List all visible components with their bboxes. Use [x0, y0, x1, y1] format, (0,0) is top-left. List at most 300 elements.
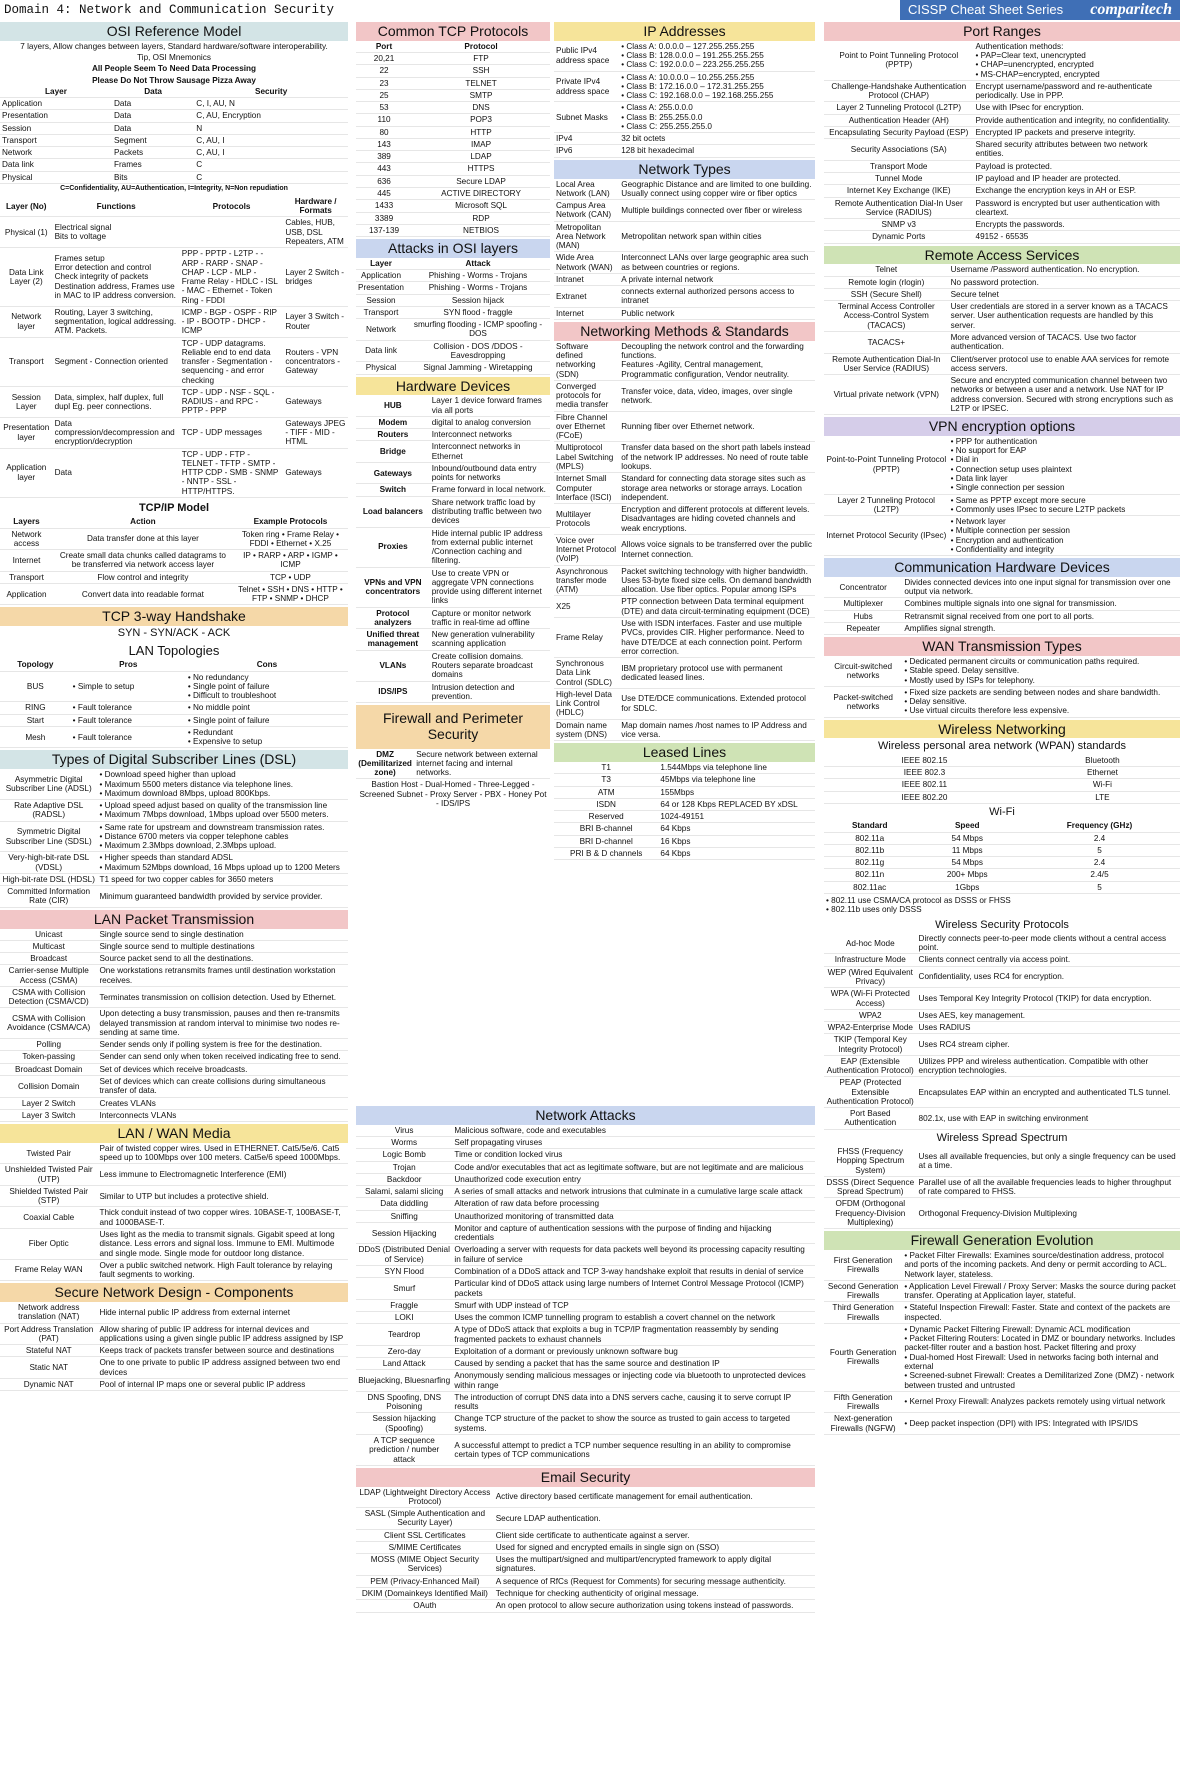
dsl-section	[0, 750, 348, 907]
cell-value: • Upload speed adjust based on quality of the transmission line • Maximum 7Mbps download, 1Mbps upload over 5500 meters.	[97, 800, 348, 822]
table-row	[0, 1357, 348, 1379]
ip-title: IP Addresses	[554, 22, 815, 41]
row-label: TACACS+	[824, 332, 949, 354]
table-row	[0, 1259, 348, 1281]
row-label: Metropolitan Area Network (MAN)	[554, 221, 619, 252]
row-label: Ad-hoc Mode	[824, 933, 917, 954]
cell-value: Segment - Connection oriented	[53, 337, 180, 386]
row-label: Sniffing	[356, 1210, 452, 1222]
cell-value: 802.1x, use with EAP in switching environment	[917, 1108, 1180, 1130]
column-header: Layers	[0, 516, 53, 528]
row-label: 1433	[356, 200, 412, 212]
table-row	[824, 686, 1180, 717]
table-row	[356, 681, 550, 703]
cell-value: Exchange the encryption keys in AH or ESP.	[974, 185, 1180, 197]
row-label: Presentation	[358, 283, 404, 293]
firewall-list: Bastion Host - Dual-Homed - Three-Legged - Screened Subnet - Proxy Server - PBX - Honey Pot - IDS/IPS	[359, 780, 547, 808]
column-header: Example Protocols	[233, 516, 348, 528]
cell-value: A successful attempt to predict a TCP number sequence resulting in an ability to compromise certain types of TCP communications	[452, 1434, 815, 1465]
remote-access-title: Remote Access Services	[824, 246, 1180, 265]
row-label: Polling	[0, 1039, 97, 1051]
table-row	[824, 881, 1180, 893]
row-label: T1	[554, 762, 658, 774]
cell-value: • Fault tolerance	[71, 714, 186, 726]
table-row	[824, 1022, 1180, 1034]
table-row	[0, 852, 348, 874]
cell-value: Payload is protected.	[974, 160, 1180, 172]
lan-topologies-section	[0, 643, 348, 749]
row-label: Land Attack	[356, 1358, 452, 1370]
table-row	[554, 273, 815, 285]
row-label: ISDN	[554, 798, 658, 810]
cell-value: Public network	[619, 307, 815, 319]
cell-value: • PPP for authentication • No support for EAP • Dial in • Connection setup uses plaintext • Data link layer • Single connection per session	[949, 436, 1180, 494]
cell-value: A private internal network	[619, 273, 815, 285]
row-label: SASL (Simple Authentication and Security Layer)	[356, 1508, 494, 1530]
row-label: Proxies	[356, 527, 430, 567]
cell-value: 1Gbps	[915, 881, 1019, 893]
cell-value: 200+ Mbps	[915, 869, 1019, 881]
row-label: VLANs	[356, 650, 430, 681]
table-row	[554, 133, 815, 145]
cell-value: C, I, AU, N	[194, 98, 348, 110]
row-label: DKIM (Domainkeys Identified Mail)	[356, 1587, 494, 1599]
table-row	[356, 1161, 815, 1173]
secure-design-table	[0, 1302, 348, 1391]
cell-value: Utilizes PPP and wireless authentication. Compatible with other encryption technologies.	[917, 1055, 1180, 1077]
row-label: Data diddling	[356, 1198, 452, 1210]
osi-attacks-section	[356, 239, 550, 374]
cell-value: An open protocol to allow secure authorization using tokens instead of passwords.	[494, 1600, 815, 1612]
table-row	[824, 966, 1180, 988]
cell-value: NETBIOS	[412, 224, 550, 236]
row-label: X25	[554, 596, 619, 618]
column-header: Data	[112, 86, 194, 98]
row-label: Session hijacking (Spoofing)	[356, 1413, 452, 1435]
cell-value: Username /Password authentication. No encryption.	[949, 264, 1180, 276]
cell-value: FTP	[412, 53, 550, 65]
cell-value: Exploitation of a dormant or previously unknown software bug	[452, 1345, 815, 1357]
column-header: Port	[356, 41, 412, 53]
cell-value: TELNET	[412, 77, 550, 89]
cell-value: Create collision domains. Routers separate broadcast domains	[430, 650, 550, 681]
row-label: 20,21	[356, 53, 412, 65]
network-types-title: Network Types	[554, 160, 815, 179]
table-row	[0, 122, 348, 134]
table-row	[824, 577, 1180, 598]
row-label: 802.11b	[824, 844, 915, 856]
table-header-row	[0, 196, 348, 217]
table-row	[554, 658, 815, 689]
wpan-table	[824, 755, 1180, 804]
row-label: 22	[356, 65, 412, 77]
cell-value: Uses light as the media to transmit signals. Gigabit speed at long distance. Less errors and signal loss. Immune to EMI. Multimode and single mode. Single mode for outdoor long distance.	[97, 1229, 348, 1260]
table-row	[0, 1229, 348, 1260]
cell-value: Phishing - Worms - Trojans	[406, 270, 550, 282]
cell-value: Interconnect LANs over large geographic area such as between countries or regions.	[619, 252, 815, 274]
row-label: Transport	[0, 134, 112, 146]
cell-value: Thick conduit instead of two copper wires. 10BASE-T, 100BASE-T, and 1000BASE-T.	[97, 1207, 348, 1229]
column-header: Protocol	[412, 41, 550, 53]
cell-value: Smurf with UDP instead of TCP	[452, 1299, 815, 1311]
table-row	[824, 288, 1180, 300]
row-label: WEP (Wired Equivalent Privacy)	[824, 966, 917, 988]
row-label: WPA2	[824, 1009, 917, 1021]
brand-banner	[900, 0, 1180, 20]
cell-value: Technique for checking authenticity of original message.	[494, 1587, 815, 1599]
table-row	[0, 714, 348, 726]
table-row	[0, 1008, 348, 1039]
osi-mnemonic-2: Please Do Not Throw Sausage Pizza Away	[92, 75, 256, 85]
table-row	[0, 1302, 348, 1323]
cell-value: IBM proprietary protocol use with permanent dedicated leased lines.	[619, 658, 815, 689]
row-label: Multicast	[0, 940, 97, 952]
cell-value: • Application Level Firewall / Proxy Server: Masks the source during packet transfer. Operating at Application layer, stateful.	[902, 1280, 1180, 1302]
table-row	[356, 441, 550, 463]
cell-value: Electrical signal Bits to voltage	[53, 217, 180, 248]
table-row	[554, 341, 815, 381]
cell-value: 5	[1019, 844, 1180, 856]
osi-detail-table	[0, 196, 348, 498]
row-label: Start	[0, 714, 71, 726]
cell-value: Interconnect networks	[430, 429, 550, 441]
table-row	[356, 1575, 815, 1587]
row-label: MOSS (MIME Object Security Services)	[356, 1554, 494, 1576]
table-row	[0, 248, 348, 307]
secure-design-title: Secure Network Design - Components	[0, 1283, 348, 1302]
row-label: Stateful NAT	[0, 1345, 97, 1357]
table-header-row	[824, 820, 1180, 832]
table-row	[554, 811, 815, 823]
row-label: Carrier-sense Multiple Access (CSMA)	[0, 965, 97, 987]
cell-value: Set of devices which can create collisions during simultaneous transfer of data.	[97, 1076, 348, 1098]
row-label: IEEE 802.15	[824, 755, 1025, 767]
row-label: SYN Flood	[356, 1266, 452, 1278]
tcp-protocols-table	[356, 41, 550, 237]
row-label: Data Link Layer (2)	[0, 248, 53, 307]
row-label: OFDM (Orthogonal Frequency-Division Multiplexing)	[824, 1198, 917, 1229]
column-4	[824, 22, 1180, 1784]
table-row	[824, 173, 1180, 185]
cell-value: Parallel use of all the available frequencies leads to higher throughput of rate compared to FHSS.	[917, 1176, 1180, 1198]
cell-value: Set of devices which receive broadcasts.	[97, 1063, 348, 1075]
cell-value: Combination of a DDoS attack and TCP 3-way handshake exploit that results in denial of service	[452, 1266, 815, 1278]
row-label: 445	[356, 188, 412, 200]
table-row	[356, 1324, 815, 1346]
email-title: Email Security	[356, 1468, 815, 1487]
table-row	[0, 147, 348, 159]
wireless-title: Wireless Networking	[824, 720, 1180, 739]
network-types-table	[554, 179, 815, 320]
table-row	[554, 719, 815, 741]
row-label: Infrastructure Mode	[824, 954, 917, 966]
table-row	[554, 307, 815, 319]
cell-value: 11 Mbps	[915, 844, 1019, 856]
firewall-gen-title: Firewall Generation Evolution	[824, 1231, 1180, 1250]
cell-value: Creates VLANs	[97, 1097, 348, 1109]
table-row	[554, 786, 815, 798]
table-row	[554, 617, 815, 657]
dsl-table	[0, 769, 348, 907]
cell-value: HTTPS	[412, 163, 550, 175]
row-label: Fourth Generation Firewalls	[824, 1323, 902, 1391]
column-header: Layer	[0, 86, 112, 98]
row-label: Wide Area Network (WAN)	[554, 252, 619, 274]
table-row	[356, 1370, 815, 1392]
table-row	[554, 473, 815, 504]
table-row	[0, 929, 348, 941]
ip-table	[554, 41, 815, 158]
row-label: Multiplexer	[824, 598, 902, 610]
row-label: Subnet Masks	[554, 102, 619, 133]
lan-topologies-title: LAN Topologies	[128, 642, 220, 658]
row-label: Modem	[356, 416, 430, 428]
table-row	[0, 110, 348, 122]
table-row	[824, 114, 1180, 126]
tcpip-table	[0, 516, 348, 605]
row-label: Layer 3 Switch	[0, 1109, 97, 1121]
table-row	[0, 769, 348, 799]
cell-value: Sender sends only if polling system is free for the destination.	[97, 1039, 348, 1051]
row-label: High-bit-rate DSL (HDSL)	[0, 873, 97, 885]
row-label: WPA (Wi-Fi Protected Access)	[824, 988, 917, 1010]
cell-value: Use DTE/DCE communications. Extended protocol for SDLC.	[619, 688, 815, 719]
cell-value: Secure telnet	[949, 288, 1180, 300]
cell-value: Client side certificate to authenticate against a server.	[494, 1529, 815, 1541]
table-row	[356, 188, 550, 200]
cell-value: Collision - DOS /DDOS - Eavesdropping	[406, 340, 550, 362]
firewall-gen-table	[824, 1250, 1180, 1435]
row-label: Transport	[0, 571, 53, 583]
cell-value: Secure LDAP authentication.	[494, 1508, 815, 1530]
hardware-title: Hardware Devices	[356, 377, 550, 396]
row-label: Concentrator	[824, 577, 902, 598]
table-row	[824, 301, 1180, 332]
vpn-table	[824, 436, 1180, 556]
cell-value: digital to analog conversion	[430, 416, 550, 428]
table-row	[356, 340, 550, 362]
cell-value: Packets	[112, 147, 194, 159]
table-row	[824, 610, 1180, 622]
cell-value: Layer 3 Switch - Router	[283, 306, 348, 337]
cell-value: 155Mbps	[658, 786, 815, 798]
table-row	[356, 1137, 815, 1149]
osi-legend: C=Confidentiality, AU=Authentication, I=Integrity, N=Non repudiation	[60, 185, 288, 192]
table-row	[356, 1278, 815, 1300]
table-row	[554, 798, 815, 810]
table-row	[0, 1323, 348, 1345]
cell-value: Encapsulates EAP within an encrypted and authenticated TLS tunnel.	[917, 1077, 1180, 1108]
cell-value: Amplifies signal strength.	[902, 623, 1180, 635]
cell-value: Allows voice signals to be transferred over the public Internet connection.	[619, 534, 815, 565]
cell-value: Standard for connecting data storage sites such as storage area networks or storage arrays. Location independent.	[619, 473, 815, 504]
table-row	[0, 671, 348, 702]
cell-value: Encrypts the passwords.	[974, 219, 1180, 231]
lan-topologies-table	[0, 659, 348, 748]
cell-value: Gateways	[283, 386, 348, 417]
wsp-title: Wireless Security Protocols	[935, 918, 1069, 931]
table-row	[554, 847, 815, 859]
cell-value: Particular kind of DDoS attack using large numbers of Internet Control Message Protocol (ICMP) packets	[452, 1278, 815, 1300]
row-label: TKIP (Temporal Key Integrity Protocol)	[824, 1034, 917, 1056]
column-header: Hardware / Formats	[283, 196, 348, 217]
cell-value: RDP	[412, 212, 550, 224]
osi-detail-section	[0, 196, 348, 498]
table-row	[356, 1529, 815, 1541]
cell-value: Uses the multipart/signed and multipart/encrypted framework to apply digital signatures.	[494, 1554, 815, 1576]
table-row	[824, 264, 1180, 276]
cell-value: Encrypt username/password and re-authenticate periodically. Use in PPP.	[974, 80, 1180, 102]
cell-value: Overloading a server with requests for data packets well beyond its processing capacity resulting in failure of service	[452, 1244, 815, 1266]
table-row	[356, 319, 550, 341]
table-row	[824, 276, 1180, 288]
cell-value: • Stateful Inspection Firewall: Faster. State and context of the packets are inspected.	[902, 1302, 1180, 1324]
cell-value: Hide internal public IP address from external public internet /Connection caching and filtering.	[430, 527, 550, 567]
column-header: Attack	[406, 258, 550, 270]
table-row	[356, 1391, 815, 1413]
table-row	[356, 1345, 815, 1357]
lan-packet-table	[0, 929, 348, 1123]
wan-table	[824, 656, 1180, 718]
cell-value: Authentication methods: • PAP=Clear text, unencrypted • CHAP=unencrypted, encrypted • MS-CHAP=encrypted, encrypted	[974, 41, 1180, 81]
row-label: 23	[356, 77, 412, 89]
row-label: IEEE 802.3	[824, 767, 1025, 779]
cell-value: TCP - UDP datagrams. Reliable end to end data transfer - Segmentation - sequencing - and error checking	[180, 337, 284, 386]
row-label: 25	[356, 89, 412, 101]
row-label: Bluejacking, Bluesnarfing	[356, 1370, 452, 1392]
row-label: Port Based Authentication	[824, 1108, 917, 1130]
cell-value: Capture or monitor network traffic in real-time ad offline	[430, 607, 550, 629]
cell-value: Malicious software, code and executables	[452, 1125, 815, 1137]
row-label: A TCP sequence prediction / number attack	[356, 1434, 452, 1465]
table-row	[824, 353, 1180, 375]
cell-value: Cables, HUB, USB, DSL Repeaters, ATM	[283, 217, 348, 248]
row-label: Unicast	[0, 929, 97, 941]
media-table	[0, 1143, 348, 1281]
table-row	[356, 151, 550, 163]
cell-value: 16 Kbps	[658, 835, 815, 847]
column-header: Topology	[0, 659, 71, 671]
firewall-gen-section	[824, 1231, 1180, 1435]
cell-value: A type of DDoS attack that exploits a bug in TCP/IP fragmentation reassembly by sending fragmented packets to exhaust channels	[452, 1324, 815, 1346]
row-label: Session Layer	[0, 386, 53, 417]
cell-value: Layer 2 Switch - bridges	[283, 248, 348, 307]
cell-value: ICMP - BGP - OSPF - RIP - IP - BOOTP - DHCP - ICMP	[180, 306, 284, 337]
row-label: Fiber Optic	[0, 1229, 97, 1260]
table-row	[824, 869, 1180, 881]
osi-title: OSI Reference Model	[0, 22, 348, 41]
row-label: Third Generation Firewalls	[824, 1302, 902, 1324]
table-row	[0, 386, 348, 417]
row-label: Layer 2 Tunneling Protocol (L2TP)	[824, 102, 974, 114]
cell-value: Self propagating viruses	[452, 1137, 815, 1149]
table-row	[356, 1222, 815, 1244]
row-label: Point-to-Point Tunneling Protocol (PPTP)	[824, 436, 949, 494]
table-row	[824, 185, 1180, 197]
cell-value: T1 speed for two copper cables for 3650 meters	[97, 873, 348, 885]
remote-access-table	[824, 264, 1180, 415]
row-label: Fibre Channel over Ethernet (FCoE)	[554, 411, 619, 442]
table-row	[554, 596, 815, 618]
cell-value: One workstations retransmits frames until destination workstation receives.	[97, 965, 348, 987]
row-label: 137-139	[356, 224, 412, 236]
table-row	[0, 873, 348, 885]
row-label: Application	[356, 270, 406, 282]
row-label: Local Area Network (LAN)	[554, 179, 619, 200]
cell-value: Caused by sending a packet that has the same source and destination IP	[452, 1358, 815, 1370]
methods-table	[554, 341, 815, 741]
cell-value: Alteration of raw data before processing	[452, 1198, 815, 1210]
table-row	[824, 1302, 1180, 1324]
row-label: Second Generation Firewalls	[824, 1280, 902, 1302]
cell-value: C	[194, 171, 348, 183]
row-label: Campus Area Network (CAN)	[554, 200, 619, 222]
row-label: Twisted Pair	[0, 1143, 97, 1164]
cell-value: TCP • UDP	[233, 571, 348, 583]
row-label: Session	[0, 122, 112, 134]
table-row	[554, 688, 815, 719]
table-row	[0, 571, 348, 583]
table-row	[0, 337, 348, 386]
table-row	[356, 114, 550, 126]
network-attacks-section	[356, 1106, 815, 1466]
table-row	[356, 102, 550, 114]
cell-value: 2.4	[1019, 857, 1180, 869]
osi-attacks-table	[356, 258, 550, 375]
row-label: Frame Relay WAN	[0, 1259, 97, 1281]
cell-value: TCP - UDP - NSF - SQL - RADIUS - and RPC - PPTP - PPP	[180, 386, 284, 417]
cell-value: Uses AES, key management.	[917, 1009, 1180, 1021]
table-row	[554, 565, 815, 596]
table-row	[356, 1434, 815, 1465]
cell-value: Transfer data based on the short path labels instead of the network IP addresses. No need of route table lookups.	[619, 442, 815, 473]
cell-value: Encryption and different protocols at different levels. Disadvantages are hiding coveted channels and weak encryptions.	[619, 504, 815, 535]
row-label: Multiprotocol Label Switching (MPLS)	[554, 442, 619, 473]
cell-value: • Deep packet inspection (DPI) with IPS: Integrated with IPS/IDS	[902, 1413, 1180, 1435]
table-row	[824, 219, 1180, 231]
cell-value: IP • RARP • ARP • IGMP • ICMP	[233, 550, 348, 572]
tcpip-title: TCP/IP Model	[138, 501, 210, 514]
cell-value: IMAP	[412, 138, 550, 150]
cell-value: SSH	[412, 65, 550, 77]
cell-value: 32 bit octets	[619, 133, 815, 145]
cell-value: Map domain names /host names to IP Address and vice versa.	[619, 719, 815, 741]
cell-value: Intrusion detection and prevention.	[430, 681, 550, 703]
cell-value: C, AU, I	[194, 134, 348, 146]
row-label: Domain name system (DNS)	[554, 719, 619, 741]
row-label: Trojan	[356, 1161, 452, 1173]
row-label: IPv4	[554, 133, 619, 145]
cell-value: 54 Mbps	[915, 857, 1019, 869]
cell-value: PTP connection between Data terminal equipment (DTE) and data circuit-terminating equipment (DCE)	[619, 596, 815, 618]
table-row	[356, 1358, 815, 1370]
column-header: Cons	[186, 659, 348, 671]
table-row	[824, 41, 1180, 81]
row-label: 802.11n	[824, 869, 915, 881]
table-row	[356, 282, 550, 294]
wsp-table	[824, 933, 1180, 1130]
cell-value: Geographic Distance and are limited to one building. Usually connect using copper wire or fiber optics	[619, 179, 815, 200]
row-label: Hubs	[824, 610, 902, 622]
cell-value: • Dynamic Packet Filtering Firewall: Dynamic ACL modification • Packet Filtering Routers: Located in DMZ or boundary networks. Includes packet-filter router and a bastion host. Packet filtering and proxy • Dual-homed Host Firewall: Used in networks facing both internal and external • Screened-subnet Firewall: Creates a Demilitarized Zone (DMZ) - network between trusted and untrusted	[902, 1323, 1180, 1391]
table-row	[356, 429, 550, 441]
cell-value: smurfing flooding - ICMP spoofing - DOS	[406, 319, 550, 341]
cell-value: No password protection.	[949, 276, 1180, 288]
cell-value: Gateways	[283, 448, 348, 497]
row-label: Very-high-bit-rate DSL (VDSL)	[0, 852, 97, 874]
table-row	[824, 656, 1180, 686]
row-label: Broadcast	[0, 953, 97, 965]
